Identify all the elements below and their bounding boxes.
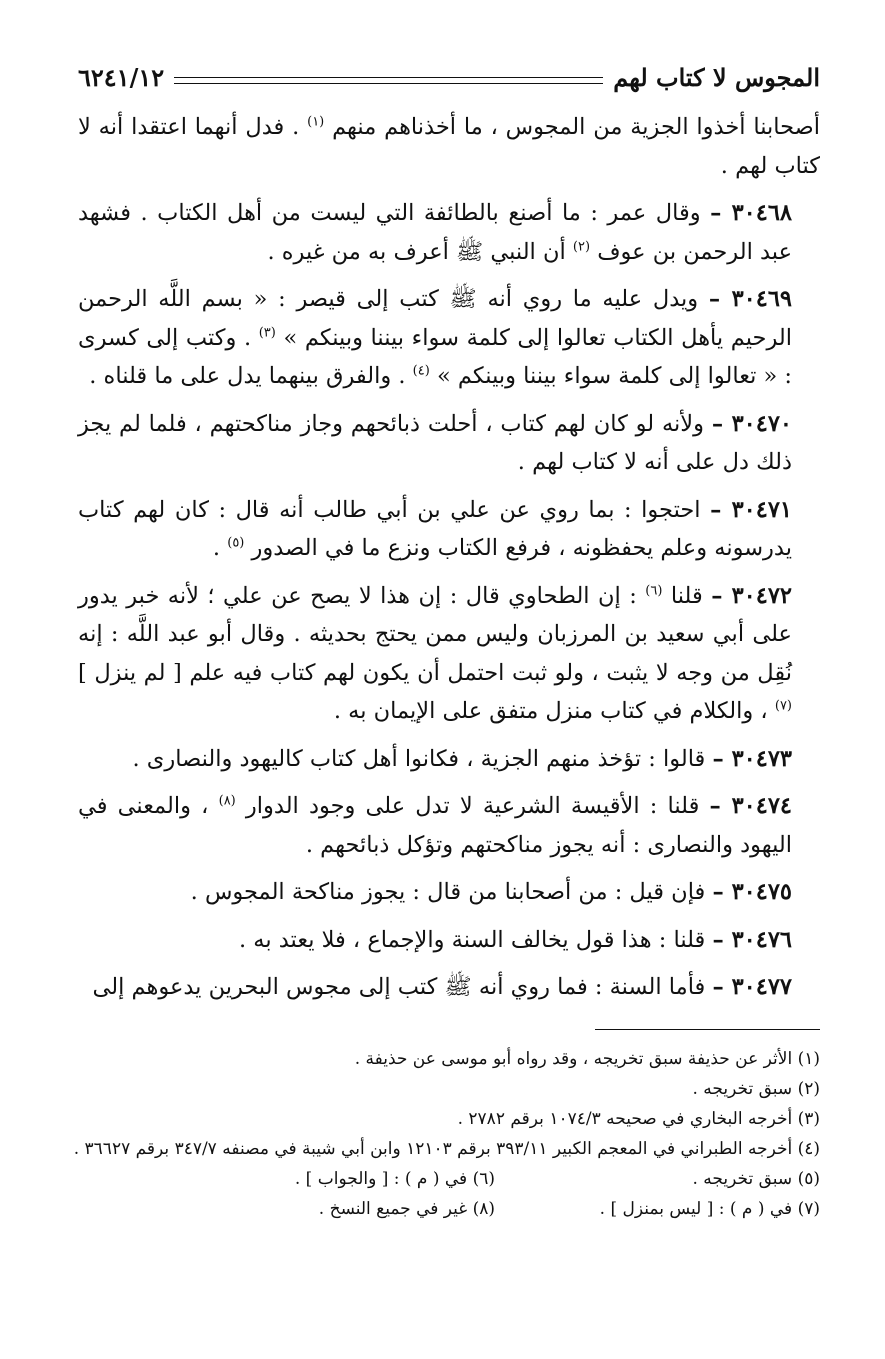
paragraph: ٣٠٤٧٧ – فأما السنة : فما روي أنه ﷺ كتب إلى مجوس البحرين يدعوهم إلى [92,974,792,1000]
footnote: (٦) في ( م ) : [ والجواب ] . [294,1168,495,1189]
paragraph-number: ٣٠٤٧٤ – [709,793,793,819]
footnote-pair [78,1164,820,1194]
paragraph-number: ٣٠٤٧٧ – [712,974,792,1000]
footnote-pair [78,1194,820,1224]
footnote-ref[interactable]: (٣) [258,325,276,340]
header-title: المجوس لا كتاب لهم [613,63,820,92]
footnote-ref[interactable]: (٤) [412,363,430,379]
footnote: (٨) غير في جميع النسخ . [318,1198,495,1219]
header-page-ref: ٦٢٤١/١٢ [78,63,165,92]
paragraph: ٣٠٤٧٠ – ولأنه لو كان لهم كتاب ، أحلت ذبائحهم وجاز مناكحتهم ، فلما لم يجز ذلك دل على أنه لا كتاب لهم . [78,410,792,475]
paragraph-number: ٣٠٤٦٩ – [708,286,792,312]
paragraph: ٣٠٤٧٢ – قلنا $^{(٦)}$ : إن الطحاوي قال : إن هذا لا يصح عن علي ؛ لأنه خبر يدور على أبي سعيد بن المرزبان وليس ممن يحتج بحديثه . وقال أبو عبد اللَّه : إنه نُقِل من وجه لا يثبت ، ولو ثبت احتمل أن يكون لهم كتاب فيه علم [ لم ينزل ] $^{(٧)}$ ، والكلام في كتاب منزل متفق على الإيمان به . [78,582,793,724]
footnote: (٥) سبق تخريجه . [692,1168,820,1189]
footnote: (٣) أخرجه البخاري في صحيحه ١٠٧٤/٣ برقم ٢٧٨٢ . [457,1108,820,1129]
paragraph-number: ٣٠٤٧١ – [710,496,792,523]
footnotes [73,1044,820,1224]
footnote-ref[interactable]: (٧) [774,698,792,714]
footnote-separator [595,1029,820,1030]
paragraph: ٣٠٤٦٩ – ويدل عليه ما روي أنه ﷺ كتب إلى قيصر : « بسم اللَّه الرحمن الرحيم يأهل الكتاب تعالوا إلى كلمة سواء بيننا وبينكم » $^{(٣)}$ . وكتب إلى كسرى : « تعالوا إلى كلمة سواء بيننا وبينكم » $^{(٤)}$ . والفرق بينهما يدل على ما قلناه . [78,286,792,389]
paragraph-number: ٣٠٤٧٦ – [712,926,792,953]
document-page [73,52,820,1224]
footnote: (٤) أخرجه الطبراني في المعجم الكبير ٣٩٣/١١ برقم ١٢١٠٣ وابن أبي شيبة في مصنفه ٣٤٧/٧ برقم ٣٦٦٢٧ . [73,1138,820,1159]
paragraph-number: ٣٠٤٧٥ – [712,879,792,905]
footnote-ref[interactable]: (١) [307,114,325,130]
paragraph-number: ٣٠٤٧٢ – [711,582,793,609]
paragraph: ٣٠٤٧٥ – فإن قيل : من أصحابنا من قال : يجوز مناكحة المجوس . [190,879,792,905]
paragraph: أصحابنا أخذوا الجزية من المجوس ، ما أخذناهم منهم $^{(١)}$ . فدل أنهما اعتقدا أنه لا كتاب لهم . [78,114,820,179]
paragraph: ٣٠٤٧٣ – قالوا : تؤخذ منهم الجزية ، فكانوا أهل كتاب كاليهود والنصارى . [132,745,792,772]
footnote-ref[interactable]: (٥) [227,535,245,551]
paragraph: ٣٠٤٧١ – احتجوا : بما روي عن علي بن أبي طالب أنه قال : كان لهم كتاب يدرسونه وعلم يحفظونه ، فرفع الكتاب ونزع ما في الصدور $^{(٥)}$ . [78,496,792,561]
header-rule [174,77,603,84]
paragraph: ٣٠٤٧٤ – قلنا : الأقيسة الشرعية لا تدل على وجود الدوار $^{(٨)}$ ، والمعنى في اليهود والنصارى : أنه يجوز مناكحتهم وتؤكل ذبائحهم . [78,793,793,858]
paragraph: ٣٠٤٧٦ – قلنا : هذا قول يخالف السنة والإجماع ، فلا يعتد به . [238,926,792,953]
paragraph: ٣٠٤٦٨ – وقال عمر : ما أصنع بالطائفة التي ليست من أهل الكتاب . فشهد عبد الرحمن بن عوف $^{(٢)}$ أن النبي ﷺ أعرف به من غيره . [78,200,792,265]
footnote-ref[interactable]: (٨) [218,793,236,809]
footnote: (٧) في ( م ) : [ ليس بمنزل ] . [599,1198,820,1219]
paragraph-number: ٣٠٤٧٠ – [711,410,792,437]
footnote-ref[interactable]: (٢) [572,239,591,254]
paragraph-number: ٣٠٤٧٣ – [712,745,792,772]
footnote-ref[interactable]: (٦) [645,583,663,598]
paragraph-number: ٣٠٤٦٨ – [710,200,792,226]
footnote: (٢) سبق تخريجه . [692,1078,820,1099]
footnote: (١) الأثر عن حذيفة سبق تخريجه ، وقد رواه أبو موسى عن حذيفة . [354,1048,820,1069]
main-text [78,108,820,1007]
running-header [78,52,820,92]
